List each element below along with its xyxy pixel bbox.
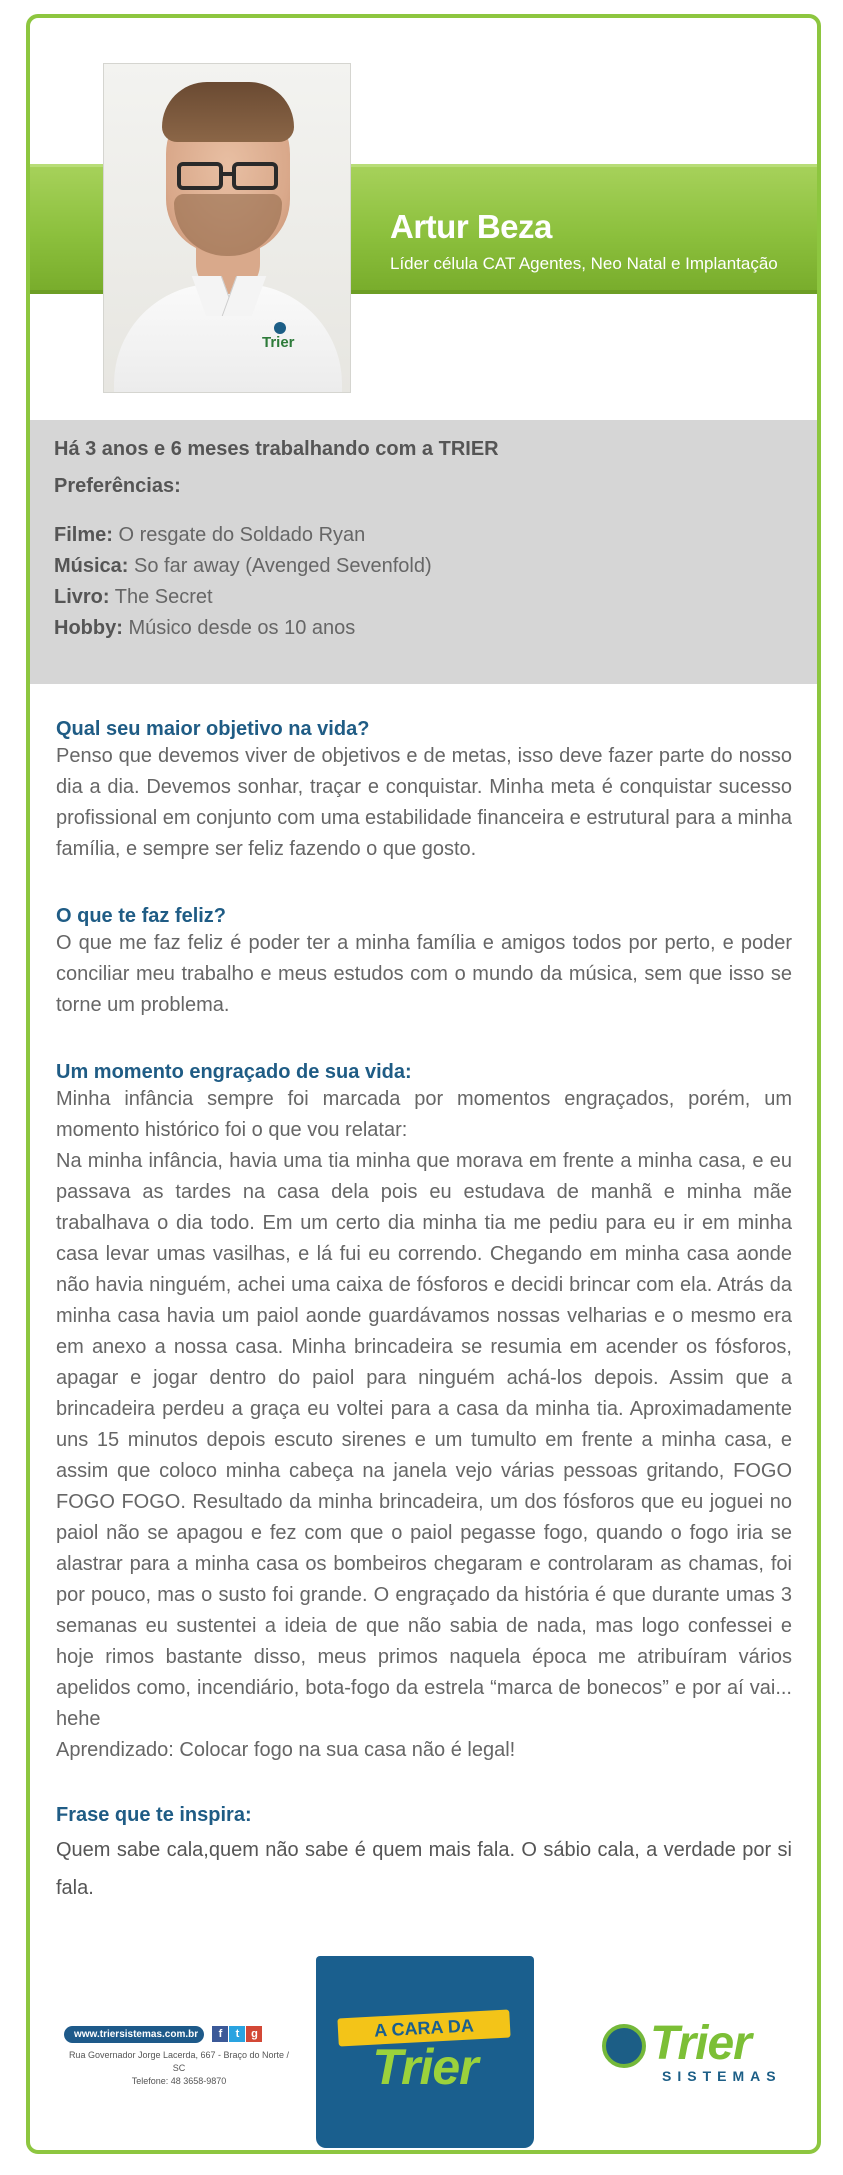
twitter-icon[interactable]: t bbox=[229, 2026, 245, 2042]
address: Rua Governador Jorge Lacerda, 667 - Braço do Norte / SC Telefone: 48 3658-9870 bbox=[68, 2050, 290, 2087]
social-icons bbox=[212, 2024, 263, 2042]
profile-photo bbox=[103, 63, 351, 393]
logo-sub: SISTEMAS bbox=[662, 2068, 782, 2084]
question-heading: Um momento engraçado de sua vida: bbox=[56, 1061, 412, 1083]
person-name: Artur Beza bbox=[390, 208, 552, 245]
info-box bbox=[30, 420, 817, 684]
google-plus-icon[interactable]: g bbox=[246, 2026, 262, 2042]
pref-music: Música: So far away (Avenged Sevenfold) bbox=[54, 555, 432, 577]
pref-book: Livro: The Secret bbox=[54, 586, 213, 608]
answer-intro: Minha infância sempre foi marcada por momentos engraçados, porém, um momento histórico foi o que vou relatar: bbox=[56, 1088, 792, 1141]
question-heading: Qual seu maior objetivo na vida? bbox=[56, 718, 370, 740]
quote-text: Quem sabe cala,quem não sabe é quem mais fala. O sábio cala, a verdade por si fala. bbox=[56, 1839, 792, 1899]
section-happiness bbox=[56, 905, 792, 1021]
facebook-icon[interactable]: f bbox=[212, 2026, 228, 2042]
interview-content bbox=[56, 718, 792, 1907]
website-link[interactable]: www.triersistemas.com.br bbox=[64, 2026, 204, 2043]
footer-contact bbox=[64, 2024, 294, 2088]
preferences-list bbox=[54, 520, 793, 644]
preferences-title: Preferências: bbox=[54, 475, 181, 497]
cara-ribbon: A CARA DA bbox=[337, 2010, 510, 2047]
section-funny-moment bbox=[56, 1061, 792, 1766]
cara-brand: Trier bbox=[372, 2039, 478, 2095]
logo-word: Trier bbox=[650, 2017, 751, 2070]
pref-hobby: Hobby: Músico desde os 10 anos bbox=[54, 617, 356, 639]
question-heading: O que te faz feliz? bbox=[56, 905, 227, 927]
answer-text: Na minha infância, havia uma tia minha que morava em frente a minha casa, e eu passava as tardes na casa dela pois eu estudava de manhã e minha mãe trabalhava o dia todo. Em um certo dia minha tia me pediu para eu ir em minha casa levar umas vasilhas, e lá fui eu correndo. Chegando em minha casa aonde não havia ninguém, achei uma caixa de fósforos e decidi brincar com ela. Atrás da minha casa havia um paiol aonde guardávamos nossas velharias e o mesmo era em anexo a nossa casa. Minha brincadeira se resumia em acender os fósforos, apagar e jogar dentro do paiol para ninguém achá-los depois. Assim que a brincadeira perdeu a graça eu voltei para a casa da minha tia. Aproximadamente uns 15 minutos depois escuto sirenes e um tumulto em frente a minha casa, e assim que coloco minha cabeça na janela vejo várias pessoas gritando, FOGO FOGO FOGO. Resultado da minha brincadeira, um dos fósforos que eu joguei no paiol não se apagou e fez com que o paiol pegasse fogo, quando o fogo iria se alastrar para a minha casa os bombeiros chegaram e controlaram as chamas, foi por pouco, mas o susto foi grande. O engraçado da história é que durante umas 3 semanas eu sustentei a ideia de que não sabia de nada, mas logo confessei e hoje rimos bastante disso, meus primos naquela época me atribuíram vários apelidos como, incendiário, bota-fogo da estrela “marca de bonecos” e por aí vai... hehe bbox=[56, 1150, 792, 1730]
answer-lesson: Aprendizado: Colocar fogo na sua casa não é legal! bbox=[56, 1739, 516, 1761]
cara-da-trier-logo bbox=[316, 1956, 534, 2148]
answer-text: O que me faz feliz é poder ter a minha família e amigos todos por perto, e poder conciliar meu trabalho e meus estudos com o mundo da música, sem que isso se torne um problema. bbox=[56, 932, 792, 1016]
answer-text: Penso que devemos viver de objetivos e de metas, isso deve fazer parte do nosso dia a dia. Devemos sonhar, traçar e conquistar. Minha meta é conquistar sucesso profissional em conjunto com uma estabilidade financeira e estrutural para a minha família, e sempre ser feliz fazendo o que gosto. bbox=[56, 745, 792, 860]
profile-card bbox=[26, 14, 821, 2154]
trier-logo-icon bbox=[602, 2024, 646, 2068]
shirt-logo-icon bbox=[274, 322, 286, 334]
years-at-company: Há 3 anos e 6 meses trabalhando com a TRIER bbox=[54, 438, 499, 460]
person-role: Líder célula CAT Agentes, Neo Natal e Implantação bbox=[390, 254, 778, 273]
pref-movie: Filme: O resgate do Soldado Ryan bbox=[54, 524, 366, 546]
section-goal bbox=[56, 718, 792, 865]
trier-sistemas-logo bbox=[600, 2018, 800, 2088]
name-block bbox=[390, 208, 778, 274]
section-quote bbox=[56, 1804, 792, 1907]
question-heading: Frase que te inspira: bbox=[56, 1804, 252, 1826]
shirt-logo: Trier bbox=[262, 334, 295, 351]
